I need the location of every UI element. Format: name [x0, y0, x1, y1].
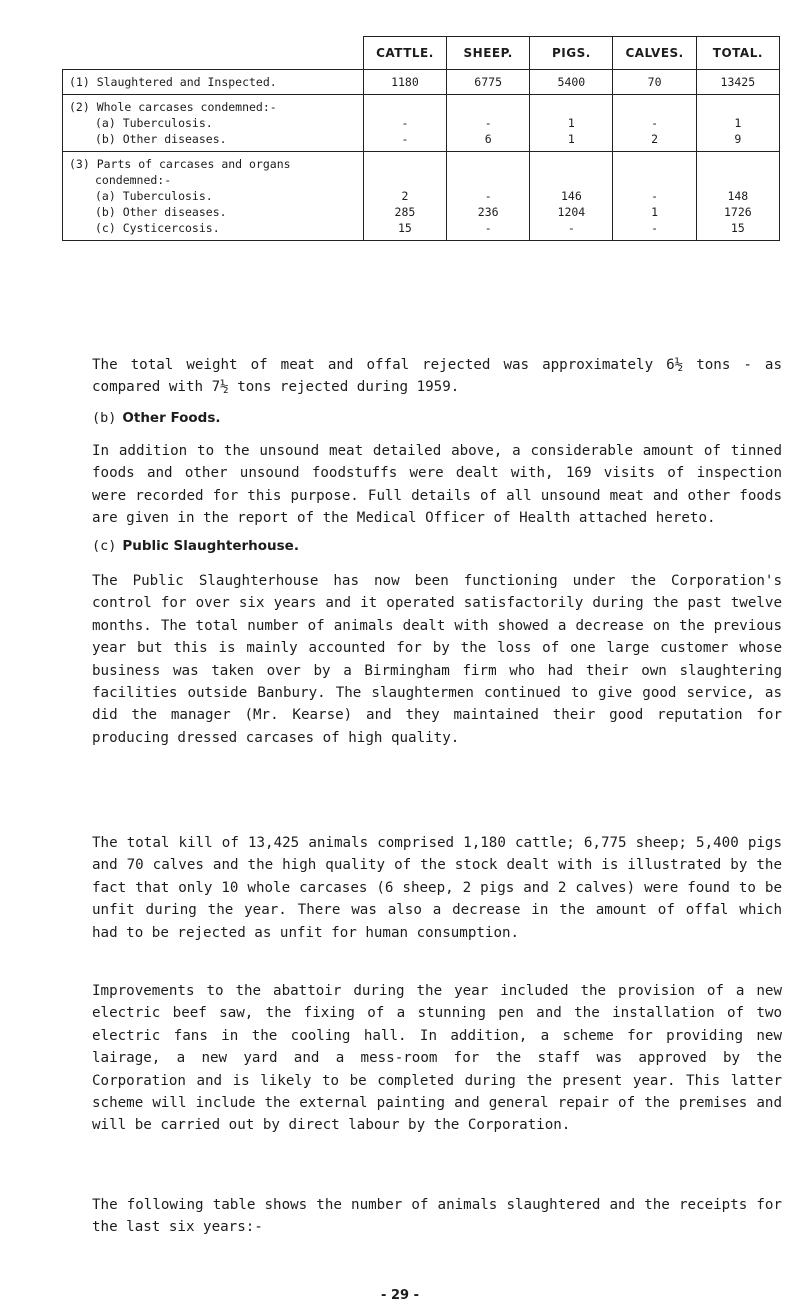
cell-value: 6775 — [474, 75, 502, 89]
calves-cell — [613, 152, 696, 241]
cell-value: 2 — [651, 132, 659, 146]
cell-value: 285 — [394, 205, 416, 219]
cell-value: 1204 — [557, 205, 586, 219]
cell-value: 70 — [647, 75, 662, 89]
section-label: (c) — [92, 538, 117, 554]
total-kill-paragraph: The total kill of 13,425 animals comprised 1,180 cattle; 6,775 sheep; 5,400 pigs and 70 calves and the high quality of the stock dealt with is illustrated by the fact that only 10 whole carcases (6 sheep, 2 pigs and 2 calves) were found to be unfit during the year. There was also a decrease in the amount of offal which had to be rejected as unfit for human consumption. — [92, 835, 782, 941]
table-header-row — [63, 37, 780, 70]
cell-value — [701, 99, 775, 115]
row-label-line: (b) Other diseases. — [95, 205, 227, 219]
table-header-total: TOTAL. — [696, 37, 779, 70]
table-header-cattle: CATTLE. — [363, 37, 446, 70]
row-label — [63, 70, 364, 95]
pigs-cell — [530, 95, 613, 152]
cell-value: - — [567, 221, 575, 235]
cell-value — [617, 172, 691, 188]
cell-value: 1726 — [724, 205, 752, 219]
cell-value — [617, 99, 691, 115]
cell-value: 1 — [567, 132, 575, 146]
table-header-calves: CALVES. — [613, 37, 696, 70]
calves-cell — [613, 70, 696, 95]
cell-value: 5400 — [557, 75, 586, 89]
section-heading-slaughterhouse — [92, 538, 299, 554]
row-label-line: (a) Tuberculosis. — [95, 116, 213, 130]
cell-value: - — [484, 221, 492, 235]
cell-value — [701, 172, 775, 188]
row-label-line: condemned:- — [95, 173, 172, 187]
table-row — [63, 70, 780, 95]
cell-value: 1 — [651, 205, 659, 219]
cell-value — [451, 172, 525, 188]
section-heading-other-foods — [92, 410, 221, 426]
row-label-line: (1) Slaughtered and Inspected. — [69, 75, 277, 89]
cell-value — [534, 172, 608, 188]
cell-value: - — [484, 189, 492, 203]
sheep-cell — [447, 152, 530, 241]
table-header-sheep: SHEEP. — [447, 37, 530, 70]
following-table-paragraph: The following table shows the number of animals slaughtered and the receipts for the last six years:- — [92, 1197, 782, 1236]
improvements-paragraph: Improvements to the abattoir during the year included the provision of a new electric beef saw, the fixing of a stunning pen and the installation of two electric fans in the cooling hall. In addition, a scheme for providing new lairage, a new yard and a mess-room for the staff was approved by the Corporation and is likely to be completed during the present year. This latter scheme will include the external painting and general repair of the premises and will be carried out by direct labour by the Corporation. — [92, 983, 782, 1134]
total-cell — [696, 152, 779, 241]
row-label-line: (c) Cysticercosis. — [95, 221, 220, 235]
cell-value — [534, 99, 608, 115]
row-label — [63, 152, 364, 241]
cell-value — [617, 156, 691, 172]
cell-value: 236 — [477, 205, 499, 219]
row-label-line: (b) Other diseases. — [95, 132, 227, 146]
section-label: (b) — [92, 410, 117, 426]
table-row — [63, 152, 780, 241]
cell-value: 15 — [398, 221, 412, 235]
cell-value — [368, 99, 442, 115]
cattle-cell — [363, 152, 446, 241]
cell-value: 148 — [727, 189, 749, 203]
cell-value: - — [651, 189, 659, 203]
cell-value: - — [401, 116, 409, 130]
row-label-line: (a) Tuberculosis. — [95, 189, 213, 203]
total-cell — [696, 95, 779, 152]
table-row — [63, 95, 780, 152]
page-number: - 29 - — [381, 1288, 419, 1303]
total-cell — [696, 70, 779, 95]
cell-value: 9 — [734, 132, 742, 146]
cell-value: 1 — [567, 116, 575, 130]
cell-value: 15 — [730, 221, 745, 235]
cell-value: - — [484, 116, 492, 130]
cell-value: 6 — [484, 132, 492, 146]
row-label — [63, 95, 364, 152]
cell-value — [368, 172, 442, 188]
cell-value: - — [651, 221, 659, 235]
cell-value — [451, 156, 525, 172]
row-label-line: (2) Whole carcases condemned:- — [69, 100, 277, 114]
cell-value — [451, 99, 525, 115]
cell-value — [701, 156, 775, 172]
sheep-cell — [447, 70, 530, 95]
pigs-cell — [530, 70, 613, 95]
section-title: Other Foods. — [122, 410, 221, 426]
cattle-cell — [363, 95, 446, 152]
other-foods-paragraph: In addition to the unsound meat detailed above, a considerable amount of tinned foods and other unsound foodstuffs were dealt with, 169 visits of inspection were recorded for this purpose. Full details of all unsound meat and other foods are given in the report of the Medical Officer of Health attached hereto. — [92, 443, 782, 527]
cell-value — [534, 156, 608, 172]
slaughterhouse-paragraph: The Public Slaughterhouse has now been functioning under the Corporation's control for over six years and it operated satisfactorily during the past twelve months. The total number of animals dealt with showed a decrease on the previous year but this is mainly accounted for by the loss of one large customer whose business was taken over by a Birmingham firm who had their own slaughtering facilities outside Banbury. The slaughtermen continued to give good service, as did the manager (Mr. Kearse) and they maintained their good reputation for producing dressed carcases of high quality. — [92, 573, 782, 746]
cell-value — [368, 156, 442, 172]
cell-value: - — [401, 132, 409, 146]
cell-value: 13425 — [720, 75, 756, 89]
meat-inspection-table — [62, 36, 780, 241]
cell-value: - — [651, 116, 659, 130]
rejected-weight-paragraph: The total weight of meat and offal rejected was approximately 6½ tons - as compared with 7½ tons rejected during 1959. — [92, 357, 782, 396]
row-label-line: (3) Parts of carcases and organs — [69, 157, 291, 171]
cell-value: 1180 — [391, 75, 419, 89]
calves-cell — [613, 95, 696, 152]
sheep-cell — [447, 95, 530, 152]
table-header-blank — [63, 37, 364, 70]
pigs-cell — [530, 152, 613, 241]
section-title: Public Slaughterhouse. — [122, 538, 299, 554]
table-header-pigs: PIGS. — [530, 37, 613, 70]
cattle-cell — [363, 70, 446, 95]
cell-value: 2 — [401, 189, 409, 203]
cell-value: 1 — [734, 116, 742, 130]
cell-value: 146 — [560, 189, 582, 203]
